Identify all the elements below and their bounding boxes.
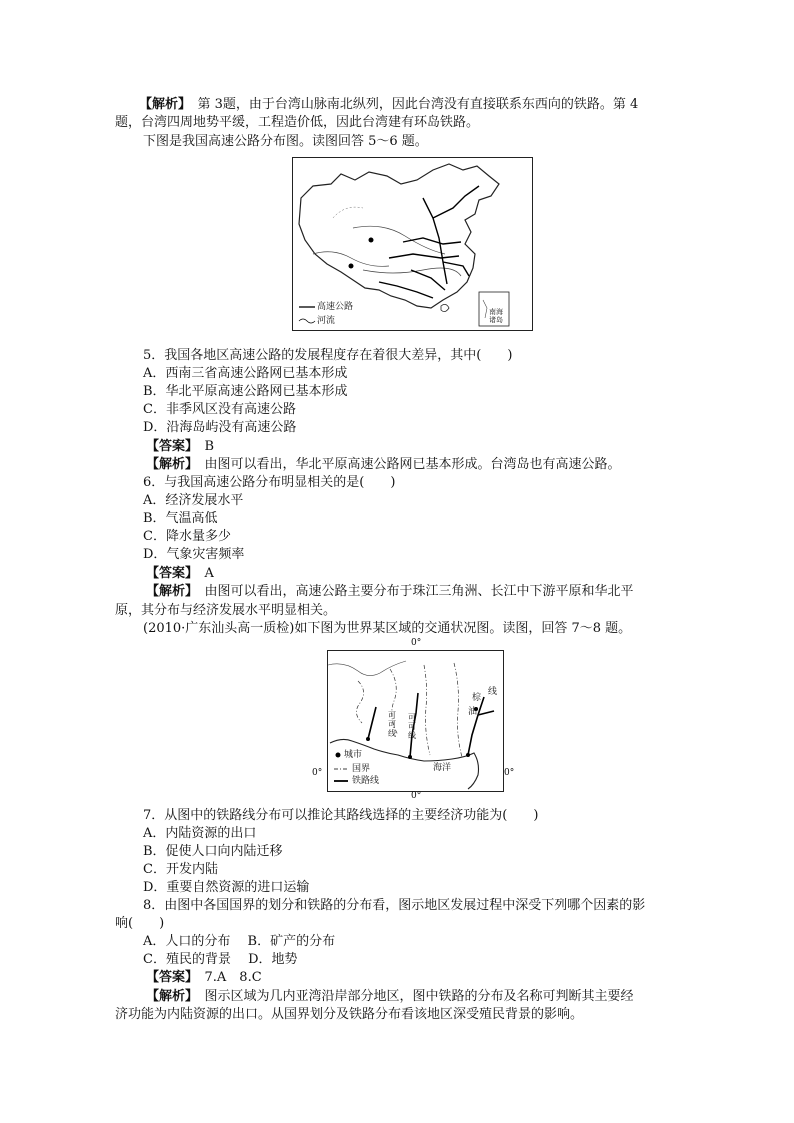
analysis-text: 图示区域为几内亚湾沿岸部分地区，图中铁路的分布及名称可判断其主要经 bbox=[191, 989, 634, 1004]
q8-options-line1: A．人口的分布 B．矿产的分布 bbox=[143, 934, 336, 949]
inset-label: 南海诸岛 bbox=[489, 308, 503, 324]
q6-analysis-line2: 原，其分布与经济发展水平明显相关。 bbox=[115, 603, 337, 618]
q78-analysis-line1 bbox=[146, 988, 634, 1006]
answer-tag: 【答案】 bbox=[146, 566, 192, 581]
q34-analysis-line1 bbox=[139, 96, 638, 114]
analysis-tag: 【解析】 bbox=[146, 584, 192, 599]
answer-value: A bbox=[191, 566, 214, 581]
intro-7-8: (2010·广东汕头高一质检)如下图为世界某区域的交通状况图。读图，回答 7～8 题。 bbox=[143, 621, 632, 636]
rail-name-5: 可可线 bbox=[388, 711, 396, 738]
rail-name-3: 线 bbox=[488, 687, 498, 697]
map2-lon-top: 0° bbox=[411, 638, 422, 648]
q7-option-b: B．促使人口向内陆迁移 bbox=[143, 844, 283, 859]
q8-options-line2: C．殖民的背景 D．地势 bbox=[143, 952, 298, 967]
legend-city-label: 城市 bbox=[344, 750, 363, 760]
q7-option-a: A．内陆资源的出口 bbox=[143, 826, 257, 841]
q34-analysis-line2: 题，台湾四周地势平缓，工程造价低，因此台湾建有环岛铁路。 bbox=[115, 115, 480, 130]
legend-highway-label: 高速公路 bbox=[317, 302, 354, 312]
analysis-text: 第 3题，由于台湾山脉南北纵列，因此台湾没有直接联系东西向的铁路。第 4 bbox=[184, 97, 639, 112]
q7-option-d: D．重要自然资源的进口运输 bbox=[143, 880, 310, 895]
q6-analysis-line1 bbox=[146, 583, 634, 601]
q78-analysis-line2: 济功能为内陆资源的出口。从国界划分及铁路分布看该地区深受殖民背景的影响。 bbox=[115, 1007, 584, 1022]
q6-option-c: C．降水量多少 bbox=[143, 529, 231, 544]
q7-stem: 7．从图中的铁路线分布可以推论其路线选择的主要经济功能为( ) bbox=[143, 808, 539, 823]
q5-stem: 5．我国各地区高速公路的发展程度存在着很大差异，其中( ) bbox=[143, 348, 513, 363]
answer-tag: 【答案】 bbox=[146, 439, 192, 454]
analysis-text: 由图可以看出，高速公路主要分布于珠江三角洲、长江中下游平原和华北平 bbox=[191, 584, 634, 599]
q8-stem-line2: 响( ) bbox=[115, 916, 165, 931]
rail-name-2: 棕 bbox=[472, 693, 482, 703]
analysis-tag: 【解析】 bbox=[139, 97, 185, 112]
ocean-label: 海洋 bbox=[433, 763, 452, 773]
answer-value: B bbox=[191, 439, 215, 454]
q5-analysis bbox=[146, 456, 621, 474]
intro-5-6: 下图是我国高速公路分布图。读图回答 5～6 题。 bbox=[143, 134, 428, 149]
q5-option-a: A．西南三省高速公路网已基本形成 bbox=[143, 366, 348, 381]
q5-option-b: B．华北平原高速公路网已基本形成 bbox=[143, 384, 348, 399]
q5-option-d: D．沿海岛屿没有高速公路 bbox=[143, 420, 297, 435]
answer-value: 7.A 8.C bbox=[191, 970, 262, 985]
q6-answer bbox=[146, 565, 214, 583]
rail-name-4: 油 bbox=[468, 707, 478, 717]
map2-lon-bottom: 0° bbox=[411, 791, 422, 801]
q7-option-c: C．开发内陆 bbox=[143, 862, 218, 877]
q6-option-d: D．气象灾害频率 bbox=[143, 547, 245, 562]
q5-option-c: C．非季风区没有高速公路 bbox=[143, 402, 296, 417]
legend-border-label: 国界 bbox=[352, 764, 371, 774]
analysis-tag: 【解析】 bbox=[146, 989, 192, 1004]
analysis-text: 由图可以看出，华北平原高速公路网已基本形成。台湾岛也有高速公路。 bbox=[191, 457, 621, 472]
legend-rail-label: 铁路线 bbox=[352, 776, 380, 786]
q8-stem-line1: 8．由图中各国国界的划分和铁路的分布看，图示地区发展过程中深受下列哪个因素的影 bbox=[143, 898, 646, 913]
china-highway-map bbox=[292, 157, 533, 331]
map2-lat-right: 0° bbox=[504, 768, 515, 778]
analysis-tag: 【解析】 bbox=[146, 457, 192, 472]
q6-stem: 6．与我国高速公路分布明显相关的是( ) bbox=[143, 475, 396, 490]
q78-answer bbox=[146, 969, 262, 987]
legend-river-label: 河流 bbox=[317, 316, 336, 326]
rail-name-1: 可可线 bbox=[408, 713, 416, 740]
q6-option-b: B．气温高低 bbox=[143, 511, 218, 526]
q5-answer bbox=[146, 438, 214, 456]
q6-option-a: A．经济发展水平 bbox=[143, 493, 244, 508]
map2-lat-left: 0° bbox=[312, 768, 323, 778]
answer-tag: 【答案】 bbox=[146, 970, 192, 985]
west-africa-rail-map bbox=[327, 650, 504, 792]
